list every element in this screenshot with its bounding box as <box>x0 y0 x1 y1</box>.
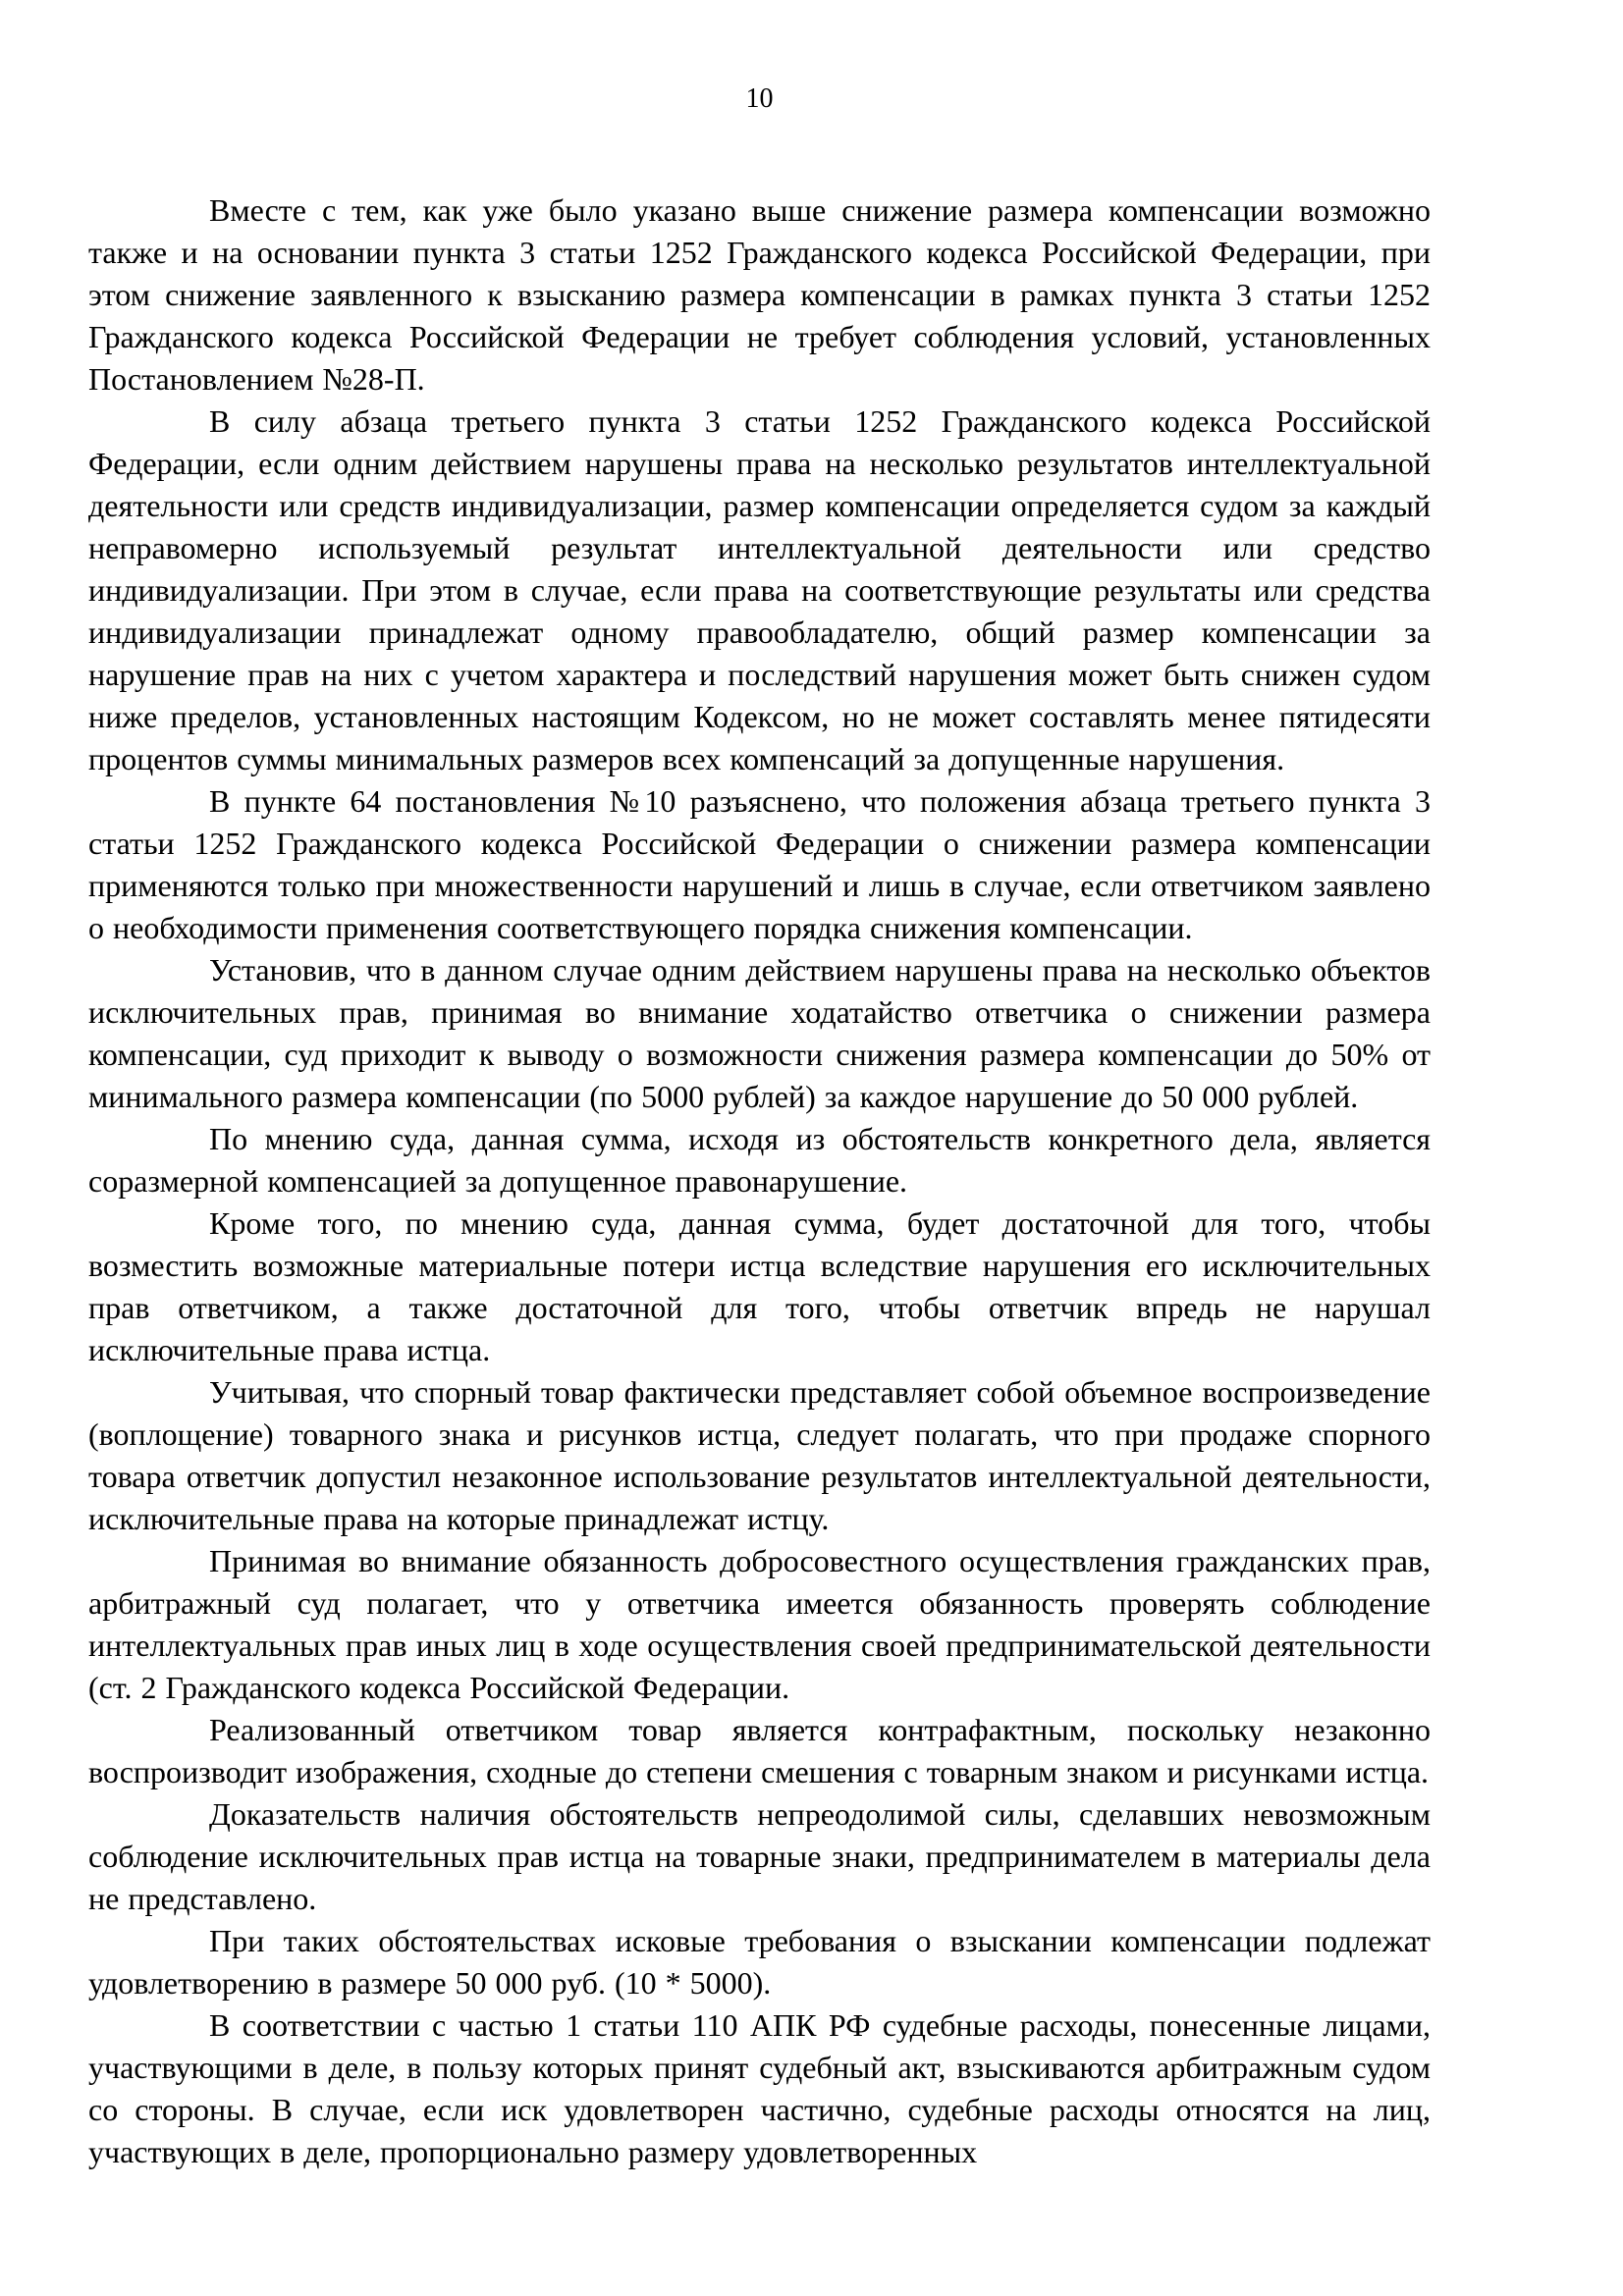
paragraph: Принимая во внимание обязанность добросовестного осуществления гражданских прав, арбитражный суд полагает, что у ответчика имеется обязанность проверять соблюдение интеллектуальных прав иных лиц в ходе осуществления своей предпринимательской деятельности (ст. 2 Гражданского кодекса Российской Федерации. <box>88 1543 1431 1705</box>
paragraph: Доказательств наличия обстоятельств непреодолимой силы, сделавших невозможным соблюдение исключительных прав истца на товарные знаки, предпринимателем в материалы дела не представлено. <box>88 1796 1431 1916</box>
document-body <box>88 189 1431 2173</box>
paragraph: Вместе с тем, как уже было указано выше снижение размера компенсации возможно также и на основании пункта 3 статьи 1252 Гражданского кодекса Российской Федерации, при этом снижение заявленного к взысканию размера компенсации в рамках пункта 3 статьи 1252 Гражданского кодекса Российской Федерации не требует соблюдения условий, установленных Постановлением №28-П. <box>88 192 1431 397</box>
paragraph: Установив, что в данном случае одним действием нарушены права на несколько объектов исключительных прав, принимая во внимание ходатайство ответчика о снижении размера компенсации, суд приходит к выводу о возможности снижения размера компенсации до 50% от минимального размера компенсации (по 5000 рублей) за каждое нарушение до 50 000 рублей. <box>88 952 1431 1114</box>
paragraph: В силу абзаца третьего пункта 3 статьи 1252 Гражданского кодекса Российской Федерации, если одним действием нарушены права на несколько результатов интеллектуальной деятельности или средств индивидуализации, размер компенсации определяется судом за каждый неправомерно используемый результат интеллектуальной деятельности или средство индивидуализации. При этом в случае, если права на соответствующие результаты или средства индивидуализации принадлежат одному правообладателю, общий размер компенсации за нарушение прав на них с учетом характера и последствий нарушения может быть снижен судом ниже пределов, установленных настоящим Кодексом, но не может составлять менее пятидесяти процентов суммы минимальных размеров всех компенсаций за допущенные нарушения. <box>88 403 1431 776</box>
paragraph: Учитывая, что спорный товар фактически представляет собой объемное воспроизведение (воплощение) товарного знака и рисунков истца, следует полагать, что при продаже спорного товара ответчик допустил незаконное использование результатов интеллектуальной деятельности, исключительные права на которые принадлежат истцу. <box>88 1374 1431 1536</box>
paragraph: Реализованный ответчиком товар является контрафактным, поскольку незаконно воспроизводит изображения, сходные до степени смешения с товарным знаком и рисунками истца. <box>88 1712 1431 1789</box>
page-number: 10 <box>745 83 774 114</box>
paragraph: По мнению суда, данная сумма, исходя из обстоятельств конкретного дела, является соразмерной компенсацией за допущенное правонарушение. <box>88 1121 1431 1199</box>
paragraph: При таких обстоятельствах исковые требования о взыскании компенсации подлежат удовлетворению в размере 50 000 руб. (10 * 5000). <box>88 1923 1431 2001</box>
paragraph: Кроме того, по мнению суда, данная сумма, будет достаточной для того, чтобы возместить возможные материальные потери истца вследствие нарушения его исключительных прав ответчиком, а также достаточной для того, чтобы ответчик впредь не нарушал исключительные права истца. <box>88 1205 1431 1367</box>
paragraph: В пункте 64 постановления №10 разъяснено, что положения абзаца третьего пункта 3 статьи 1252 Гражданского кодекса Российской Федерации о снижении размера компенсации применяются только при множественности нарушений и лишь в случае, если ответчиком заявлено о необходимости применения соответствующего порядка снижения компенсации. <box>88 783 1431 945</box>
paragraph: В соответствии с частью 1 статьи 110 АПК РФ судебные расходы, понесенные лицами, участвующими в деле, в пользу которых принят судебный акт, взыскиваются арбитражным судом со стороны. В случае, если иск удовлетворен частично, судебные расходы относятся на лиц, участвующих в деле, пропорционально размеру удовлетворенных <box>88 2007 1431 2169</box>
